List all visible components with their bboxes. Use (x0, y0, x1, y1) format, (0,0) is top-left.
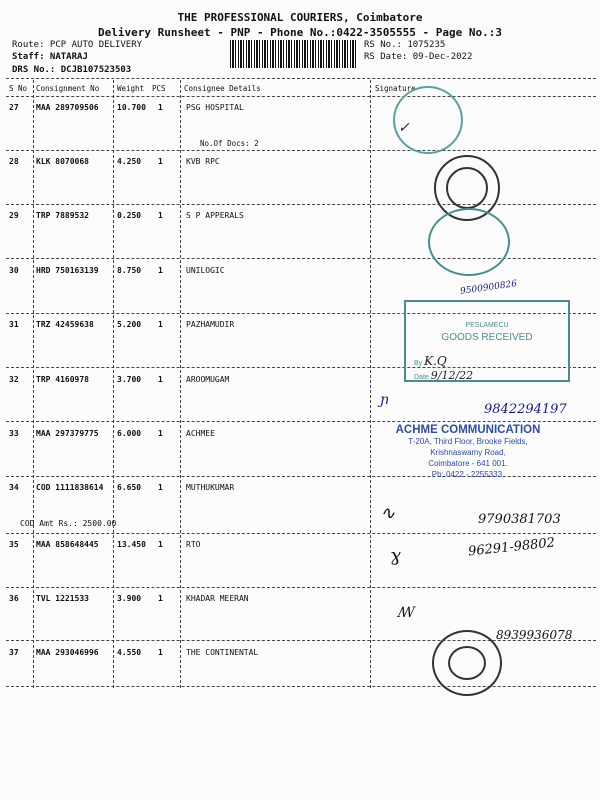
row-rule (6, 150, 596, 151)
col-signature: Signature (375, 84, 416, 93)
row-29-weight: 0.250 (117, 211, 142, 220)
row-33-consignment: MAA 297379775 (36, 429, 99, 438)
row-33-pcs: 1 (158, 429, 163, 438)
row-28-consignee: KVB RPC (186, 157, 220, 166)
route-label: Route: PCP AUTO DELIVERY (12, 40, 143, 50)
signature: ɲ (380, 392, 390, 408)
row-37-pcs: 1 (158, 648, 163, 657)
divider (370, 80, 371, 688)
docs-count: No.Of Docs: 2 (200, 139, 259, 148)
row-29-pcs: 1 (158, 211, 163, 220)
row-37-consignment: MAA 293046996 (36, 648, 99, 657)
row-30-pcs: 1 (158, 266, 163, 275)
row-29-consignee: S P APPERALS (186, 211, 244, 220)
row-27-pcs: 1 (158, 103, 163, 112)
row-27-consignee: PSG HOSPITAL (186, 103, 244, 112)
row-rule (6, 587, 596, 588)
row-27-sno: 27 (9, 103, 19, 112)
handwritten-phone: 9790381703 (478, 512, 561, 527)
achme-line-1: T-20A, Third Floor, Brooke Fields, (408, 437, 528, 446)
goods-stamp-text: GOODS RECEIVED (441, 332, 533, 343)
row-36-pcs: 1 (158, 594, 163, 603)
signature: ɣ (390, 545, 401, 566)
row-31-pcs: 1 (158, 320, 163, 329)
row-rule (6, 421, 596, 422)
row-28-pcs: 1 (158, 157, 163, 166)
row-31-sno: 31 (9, 320, 19, 329)
achme-name: ACHME COMMUNICATION (395, 424, 541, 436)
row-30-sno: 30 (9, 266, 19, 275)
row-36-sno: 36 (9, 594, 19, 603)
header-bottom-rule (6, 96, 596, 97)
row-27-consignment: MAA 289709506 (36, 103, 99, 112)
row-35-pcs: 1 (158, 540, 163, 549)
row-36-consignment: TVL 1221533 (36, 594, 89, 603)
barcode (230, 40, 358, 68)
row-35-sno: 35 (9, 540, 19, 549)
achme-address-stamp (383, 424, 553, 480)
row-33-consignee: ACHMEE (186, 429, 215, 438)
row-28-weight: 4.250 (117, 157, 142, 166)
row-34-consignee: MUTHUKUMAR (186, 483, 235, 492)
achme-line-4: Ph: 0422 - 2255333. (431, 470, 505, 479)
row-37-consignee: THE CONTINENTAL (186, 648, 259, 657)
achme-line-3: Coimbatore - 641 001. (428, 459, 508, 468)
signature: ∿ (380, 503, 396, 524)
handwritten-phone: 9842294197 (484, 402, 567, 417)
row-31-consignment: TRZ 42459638 (36, 320, 94, 329)
venture-seal-stamp (428, 208, 510, 276)
row-29-consignment: TRP 7889532 (36, 211, 89, 220)
row-rule (6, 258, 596, 259)
handwritten-phone: 8939936078 (496, 628, 573, 642)
signature: ꟿ (398, 605, 415, 621)
document-subtitle: Delivery Runsheet - PNP - Phone No.:0422-3505555 - Page No.:3 (98, 26, 502, 39)
achme-line-2: Krishnaswamy Road, (430, 448, 506, 457)
signature: ✓ (398, 120, 410, 136)
row-31-weight: 5.200 (117, 320, 142, 329)
rs-number: RS No.: 1075235 (364, 40, 446, 50)
row-35-weight: 13.450 (117, 540, 146, 549)
row-33-sno: 33 (9, 429, 19, 438)
rs-date: RS Date: 09-Dec-2022 (364, 52, 473, 62)
row-34-consignment: COD 1111838614 (36, 483, 104, 492)
row-28-consignment: KLK 8070068 (36, 157, 89, 166)
row-32-sno: 32 (9, 375, 19, 384)
row-37-weight: 4.550 (117, 648, 142, 657)
col-pcs: PCS (152, 84, 166, 93)
handwritten-phone: 96291-98802 (467, 535, 556, 560)
row-36-consignee: KHADAR MEERAN (186, 594, 249, 603)
goods-stamp-by: By K.Q (414, 354, 447, 368)
col-sno: S No (9, 84, 28, 93)
cod-amount: COD Amt Rs.: 2500.00 (20, 519, 117, 528)
goods-stamp-date: Date 9/12/22 (414, 369, 474, 382)
staff-label: Staff: NATARAJ (12, 52, 88, 62)
row-35-consignee: RTO (186, 540, 201, 549)
row-rule (6, 686, 596, 687)
row-37-sno: 37 (9, 648, 19, 657)
row-30-consignment: HRD 750163139 (36, 266, 99, 275)
row-36-weight: 3.900 (117, 594, 142, 603)
row-34-weight: 6.650 (117, 483, 142, 492)
row-34-sno: 34 (9, 483, 19, 492)
divider (33, 80, 34, 688)
row-28-sno: 28 (9, 157, 19, 166)
document-title: THE PROFESSIONAL COURIERS, Coimbatore (177, 11, 423, 24)
col-consignment: Consignment No (36, 84, 100, 93)
row-30-weight: 8.750 (117, 266, 142, 275)
goods-stamp-org: PESLAMECU (465, 322, 509, 329)
continental-seal-inner (448, 646, 486, 680)
divider (113, 80, 114, 688)
drs-label: DRS No.: DCJB107523503 (12, 65, 132, 75)
row-32-consignment: TRP 4160978 (36, 375, 89, 384)
row-32-consignee: AROOMUGAM (186, 375, 230, 384)
row-29-sno: 29 (9, 211, 19, 220)
row-33-weight: 6.000 (117, 429, 142, 438)
handwritten-phone: 9500900826 (459, 279, 518, 297)
row-27-weight: 10.700 (117, 103, 146, 112)
row-rule (6, 533, 596, 534)
row-32-weight: 3.700 (117, 375, 142, 384)
row-rule (6, 204, 596, 205)
row-34-pcs: 1 (158, 483, 163, 492)
goods-received-stamp (404, 300, 570, 382)
col-consignee: Consignee Details (184, 84, 261, 93)
col-weight: Weight (117, 84, 145, 93)
row-31-consignee: PAZHAMUDIR (186, 320, 235, 329)
header-top-rule (6, 78, 596, 79)
row-32-pcs: 1 (158, 375, 163, 384)
row-30-consignee: UNILOGIC (186, 266, 225, 275)
bank-seal-inner (446, 167, 488, 209)
divider (180, 80, 181, 688)
row-35-consignment: MAA 858648445 (36, 540, 99, 549)
